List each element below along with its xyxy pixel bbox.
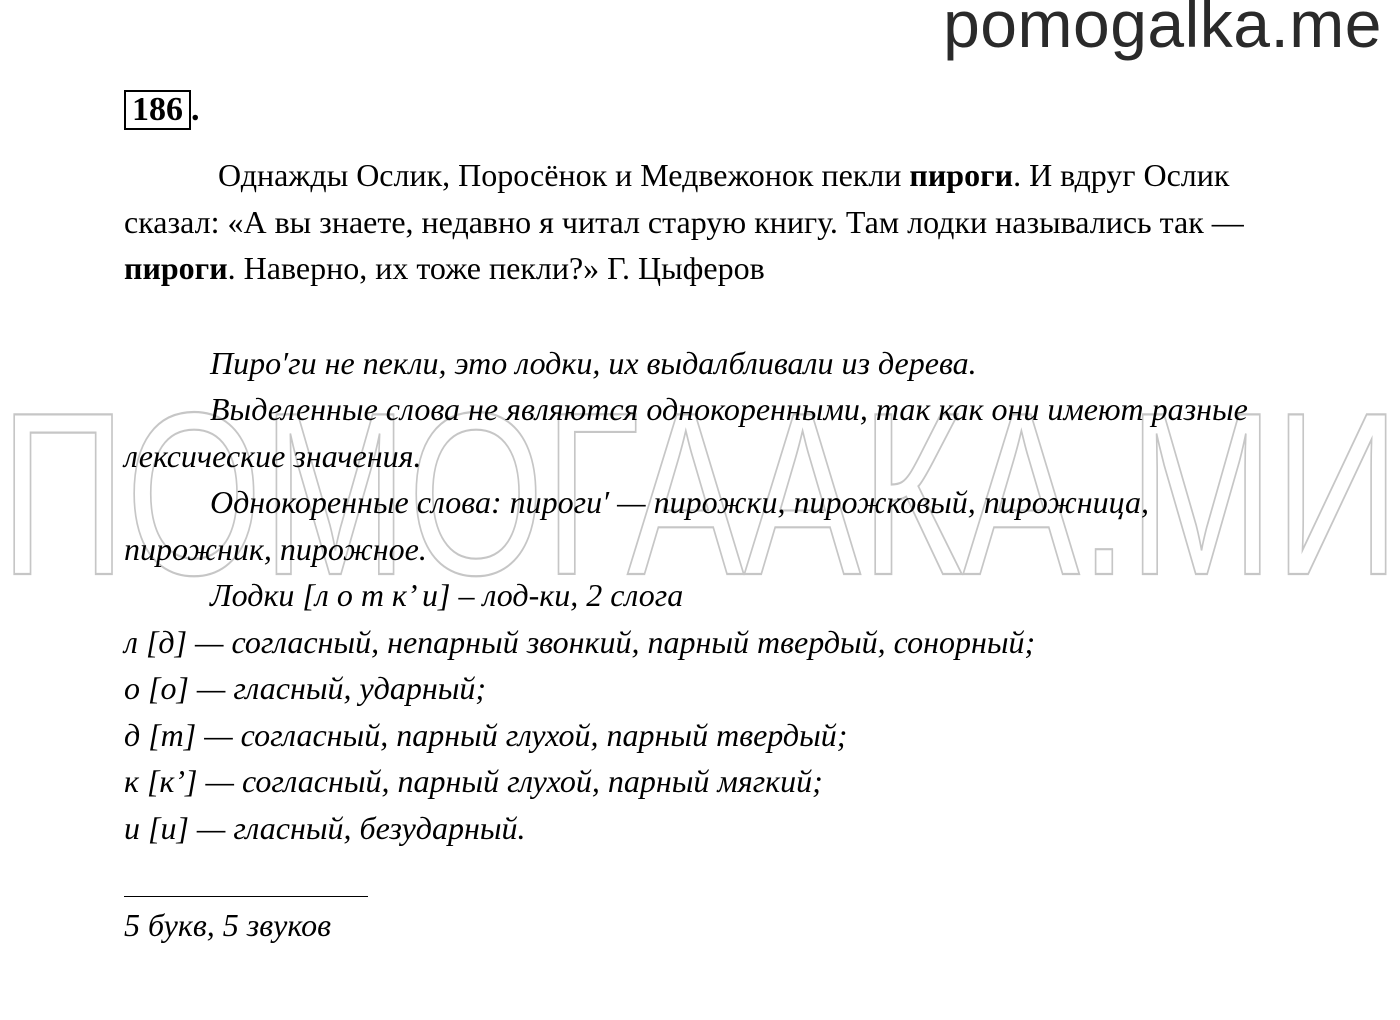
answer-line-4: Лодки [л о т к’ и] – лод-ки, 2 слога [210,577,684,613]
answer-line-2: Выделенные слова не являются однокоренными, так как они имеют разные лексические значения. [124,391,1248,474]
phonetic-line: д [т] — согласный, парный глухой, парный твердый; [124,716,848,753]
task-number-box: 186 [124,90,191,130]
footnote: 5 букв, 5 звуков [124,907,331,943]
exercise-text-part2: . И вдруг Ослик сказал: «А вы знаете, недавно я читал старую книгу. Там лодки назывались так — [124,157,1244,240]
answer-line-1: Пиро′ги не пекли, это лодки, их выдалбливали из дерева. [210,344,977,381]
exercise-text-part1: Однажды Ослик, Поросёнок и Медвежонок пекли [218,157,910,193]
exercise-text-part3: . Наверно, их тоже пекли?» Г. Цыферов [227,250,765,286]
exercise-text [124,152,1274,292]
site-logo: pomogalka.me [943,0,1382,61]
phonetic-line: и [и] — гласный, безударный. [124,809,526,846]
phonetic-line: к [к’] — согласный, парный глухой, парный мягкий; [124,763,823,799]
phonetic-line: о [о] — гласный, ударный; [124,670,487,706]
phonetic-line: л [д] — согласный, непарный звонкий, парный твердый, сонорный; [124,623,1036,660]
highlighted-word-1: пироги [909,157,1014,193]
task-number [124,90,200,130]
highlighted-word-2: пироги [124,250,228,286]
footnote-divider [124,896,368,897]
answer-line-3: Однокоренные слова: пироги′ — пирожки, пирожковый, пирожница, пирожник, пирожное. [124,484,1150,567]
content [124,152,1274,851]
task-number-dot: . [191,91,200,128]
watermark-text: ПОМОГААКА.МИ [0,388,1400,588]
